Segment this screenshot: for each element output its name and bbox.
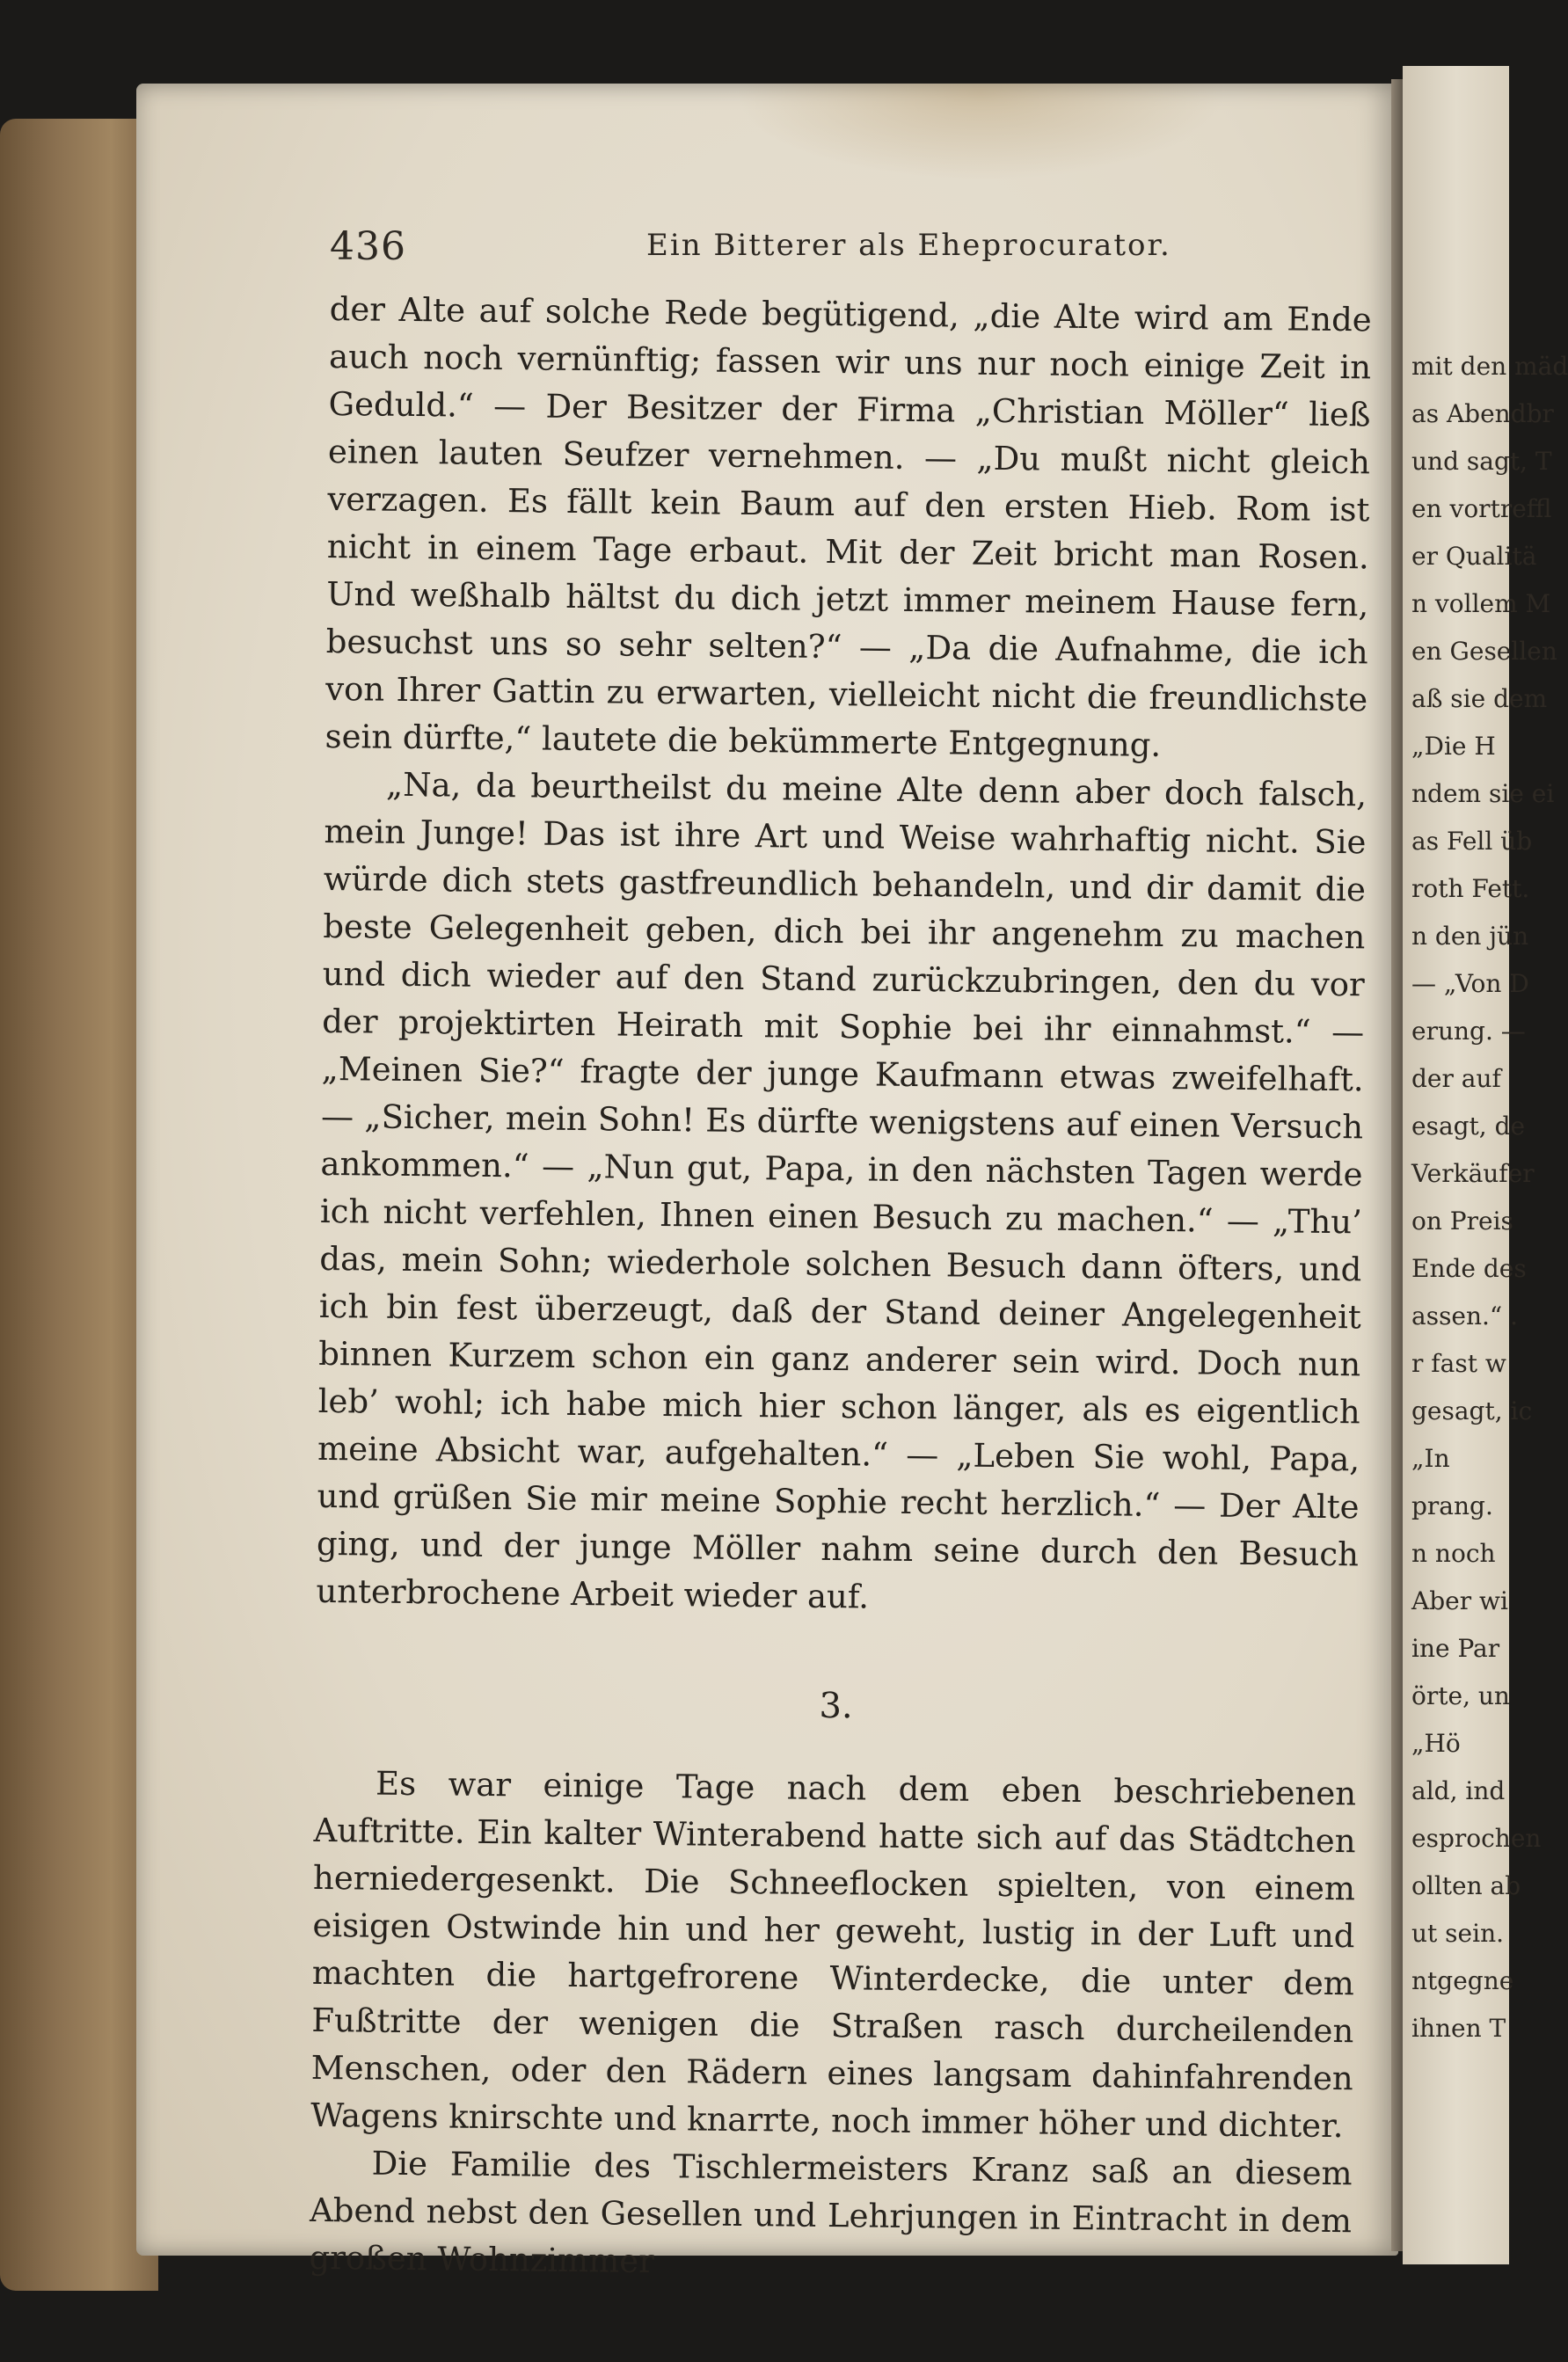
section-paragraph-2: Die Familie des Tischlermeisters Kranz saß an diesem Abend nebst den Gesellen und Lehrjungen in Eintracht in dem großen Wohnzimmer bbox=[309, 2144, 1353, 2280]
facing-line: as Abendbr bbox=[1411, 399, 1554, 428]
page-header bbox=[330, 224, 1354, 277]
facing-line: prang. bbox=[1411, 1491, 1493, 1520]
body-text bbox=[309, 286, 1372, 2293]
facing-line: der auf bbox=[1411, 1064, 1501, 1093]
facing-line: ollten ab bbox=[1411, 1871, 1521, 1900]
facing-line: aß sie dem bbox=[1411, 684, 1548, 713]
facing-line: — „Von D bbox=[1411, 969, 1529, 998]
facing-line: Verkäufer bbox=[1411, 1159, 1535, 1188]
book-edge bbox=[0, 119, 158, 2291]
facing-line: assen.“ . bbox=[1411, 1301, 1519, 1330]
facing-line: ihnen T bbox=[1411, 2014, 1506, 2043]
facing-line: er Qualitä bbox=[1411, 542, 1537, 571]
facing-line: „Hö bbox=[1411, 1729, 1461, 1758]
facing-line: mit den mäd bbox=[1411, 352, 1568, 381]
facing-page bbox=[1403, 66, 1568, 2264]
facing-line: erung. — bbox=[1411, 1017, 1526, 1046]
facing-line: esagt, de bbox=[1411, 1112, 1526, 1141]
facing-line: as Fell üb bbox=[1411, 827, 1533, 856]
facing-line: ut sein. bbox=[1411, 1919, 1505, 1948]
running-title: Ein Bitterer als Eheprocurator. bbox=[646, 228, 1171, 263]
facing-line: n den jün bbox=[1411, 922, 1529, 951]
water-stain bbox=[734, 84, 1227, 180]
facing-line: „In bbox=[1411, 1444, 1450, 1473]
page-number: 436 bbox=[330, 224, 406, 269]
section-paragraph-1: Es war einige Tage nach dem eben beschriebenen Auftritte. Ein kalter Winterabend hatte sich auf das Städtchen herniedergesenkt. Die Schneeflocken spielten, von einem eisigen Ostwinde hin und her geweht, lustig in der Luft und machten die hartgefrorene Winterdecke, die unter dem Fußtritte der wenigen die Straßen rasch durcheilenden Menschen, oder den Rädern eines langsam dahinfahrenden Wagens knirschte und knarrte, noch immer höher und dichter. bbox=[310, 1764, 1357, 2146]
facing-line: r fast w bbox=[1411, 1349, 1506, 1378]
facing-line: esprochen bbox=[1411, 1824, 1542, 1853]
facing-line: en vortreffl bbox=[1411, 494, 1552, 523]
facing-line: örte, un bbox=[1411, 1681, 1510, 1710]
facing-line: gesagt, ic bbox=[1411, 1396, 1533, 1425]
paragraph-1: der Alte auf solche Rede begütigend, „die Alte wird am Ende auch noch vernünftig; fassen wir uns nur noch einige Zeit in Geduld.“ — Der Besitzer der Firma „Christian Möller“ ließ einen lauten Seufzer vernehmen. — „Du mußt nicht gleich verzagen. Es fällt kein Baum auf den ersten Hieb. Rom ist nicht in einem Tage erbaut. Mit der Zeit bricht man Rosen. Und weßhalb hältst du dich jetzt immer meinem Hause fern, besuchst uns so sehr selten?“ — „Da die Aufnahme, die ich von Ihrer Gattin zu erwarten, vielleicht nicht die freundlichste sein dürfte,“ lautete die bekümmerte Entgegnung. bbox=[325, 289, 1372, 764]
paragraph-2: „Na, da beurtheilst du meine Alte denn aber doch falsch, mein Junge! Das ist ihre Art und Weise wahrhaftig nicht. Sie würde dich stets gastfreundlich behandeln, und dir damit die beste Gelegenheit geben, dich bei ihr angenehm zu machen und dich wieder auf den Stand zurückzubringen, den du vor der projektirten Heirath mit Sophie bei ihr einnahmst.“ — „Meinen Sie?“ fragte der junge Kaufmann etwas zweifelhaft. — „Sicher, mein Sohn! Es dürfte wenigstens auf einen Versuch ankommen.“ — „Nun gut, Papa, in den nächsten Tagen werde ich nicht verfehlen, Ihnen einen Besuch zu machen.“ — „Thu’ das, mein Sohn; wiederhole solchen Besuch dann öfters, und ich bin fest überzeugt, daß der Stand deiner Angelegenheit binnen Kurzem schon ein ganz anderer sein wird. Doch nun leb’ wohl; ich habe mich hier schon länger, als es eigentlich meine Absicht war, aufgehalten.“ — „Leben Sie wohl, Papa, und grüßen Sie mir meine Sophie recht herzlich.“ — Der Alte ging, und der junge Möller nahm seine durch den Besuch unterbrochene Arbeit wieder auf. bbox=[316, 765, 1367, 1616]
facing-line: ntgegne bbox=[1411, 1966, 1514, 1995]
facing-line: ndem sie ei bbox=[1411, 779, 1555, 808]
facing-line: n vollem M bbox=[1411, 589, 1551, 618]
facing-line: roth Fett. bbox=[1411, 874, 1530, 903]
facing-line: n noch bbox=[1411, 1539, 1496, 1568]
facing-line: „Die H bbox=[1411, 732, 1496, 761]
facing-line: en Gesellen bbox=[1411, 637, 1557, 666]
facing-line: Aber wi bbox=[1411, 1586, 1508, 1615]
facing-line: ald, ind bbox=[1411, 1776, 1506, 1805]
section-number: 3. bbox=[819, 1685, 853, 1727]
facing-line: Ende des bbox=[1411, 1254, 1527, 1283]
facing-line: on Preis bbox=[1411, 1207, 1513, 1236]
facing-line: ine Par bbox=[1411, 1634, 1500, 1663]
facing-page-text bbox=[1403, 352, 1568, 2061]
facing-line: und sagt, T bbox=[1411, 447, 1552, 476]
